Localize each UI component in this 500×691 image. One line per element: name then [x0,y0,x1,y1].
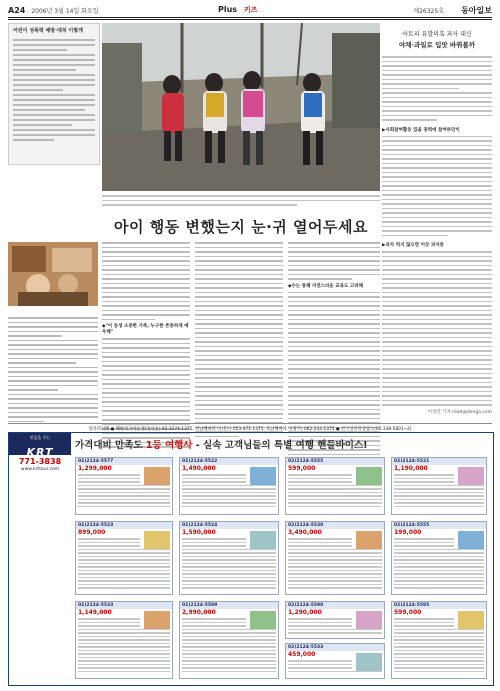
ad-listing-12 [285,643,385,679]
body-subhead-2: ◆수는 통해 자연스러운 교육도 고려해 [288,283,363,289]
article-subhead-2: ▶과자 먹지 않으면 이상 과자중 [382,243,444,248]
article-subhead-1: ▶사회참여활동 있을 권력에 참여하던이 [382,127,460,133]
ad-listing-price: 599,000 [288,465,316,472]
ad-slogan: 가격대비 만족도 1등 여행사 - 실속 고객님들의 특별 여행 핸들바이스! [75,440,368,451]
ad-listing-9 [179,601,279,679]
ad-listing-7 [285,521,385,595]
ad-listing-8 [391,521,487,595]
main-headline: 아이 행동 변했는지 눈·귀 열어두세요 [114,218,368,236]
krt-travel-ad [8,432,494,686]
ad-listing-photo [458,531,484,549]
ad-listing-photo [250,467,276,485]
header-rule-thin [8,19,492,20]
body-column-2 [195,242,283,420]
ad-listing-phone: 02)2124-5521 [392,458,486,465]
ad-listing-price: 1,290,000 [288,609,322,616]
krt-logo-text: KRT [26,446,54,459]
ad-listing-photo [356,531,382,549]
sidebar-box [8,23,100,165]
ad-listing-photo [356,467,382,485]
ad-listing-photo [356,653,382,671]
ad-listing-phone: 02)2124-5523 [76,522,172,529]
page-number: A24 [8,5,26,15]
ad-listing-photo [458,611,484,629]
ad-listing-price: 1,190,000 [394,465,428,472]
ad-listing-photo [144,531,170,549]
ad-listing-price: 599,000 [394,609,422,616]
right-column-article [382,23,492,415]
issue-number: 제26325호 [413,7,444,15]
issue-date: 2006년 3월 14일 화요일 [31,7,99,15]
krt-logo-tagline: 믿음을 주는 [29,435,51,440]
ad-listing-4 [391,457,487,515]
inset-photo [8,242,98,306]
krt-logo [9,433,71,459]
ad-listing-5 [75,521,173,595]
ad-phone: 771-3838 [18,457,62,466]
ad-listing-price: 1,299,000 [78,465,112,472]
prevention-list-box [8,314,98,420]
page-header [8,4,492,16]
ad-listing-photo [144,611,170,629]
helpline-bar: 성폭력피해 ● 해바라기아동센터(서울) 02-3274-1375, 영남해바라기(대구) 053-471-1375, 호남해바라기(광주) 062-232-1375 ● 한국성폭력상담소(02-338-5801~2) [8,423,492,432]
ad-listing-10 [285,601,385,639]
ad-listing-1 [75,457,173,515]
ad-listing-phone: 02)2124-5522 [180,458,278,465]
body-subhead-1: ◆"이 동생 소중한 가족, 누구한 존중하게 예우해" [102,324,189,335]
ad-listing-2 [179,457,279,515]
ad-listing-13 [75,601,173,679]
ad-listing-6 [179,521,279,595]
ad-listing-photo [144,467,170,485]
photo-caption [102,192,380,212]
section-title [218,5,257,15]
body-column-1 [102,242,190,420]
ad-banner [9,433,493,459]
lead-photo [102,23,380,191]
ad-website: www.krttour.com [20,467,60,472]
ad-listing-price: 1,490,000 [182,465,216,472]
ad-listing-price: 899,000 [78,529,106,536]
ad-listing-phone: 02)2124-5530 [286,522,384,529]
ad-listing-11 [391,601,487,679]
ad-listing-phone: 02)2124-5533 [286,644,384,651]
newspaper-logo: 동아일보 [461,4,492,15]
sidebar-title: 어린이 성폭력 예방·대처 이렇게 [13,28,83,34]
ad-listing-phone: 02)2124-5555 [392,522,486,529]
article-byline: 이성진 기자 road@donga.com [427,409,492,415]
section-tag: 키즈 [243,6,258,14]
body-column-3 [288,242,380,420]
ad-listing-phone: 02)2124-5533 [76,602,172,609]
ad-listing-phone: 02)2124-5599 [180,602,278,609]
ad-listing-phone: 02)2124-5524 [180,522,278,529]
ad-listing-price: 2,990,000 [182,609,216,616]
ad-listing-photo [250,531,276,549]
ad-listing-phone: 02)2124-5590 [286,602,384,609]
ad-listing-price: 459,000 [288,651,316,658]
section-name: Plus [218,5,238,14]
ad-listing-price: 3,490,000 [288,529,322,536]
ad-listing-phone: 02)2124-5555 [286,458,384,465]
ad-slogan-highlight: 1등 여행사 [145,440,193,451]
article-kicker: 아토피 유발의혹 과자 대신 [402,31,472,38]
ad-listing-photo [458,467,484,485]
header-rule [8,17,492,18]
ad-listing-3 [285,457,385,515]
ad-listing-price: 199,000 [394,529,422,536]
ad-listing-photo [356,611,382,629]
ad-listing-photo [250,611,276,629]
ad-listing-phone: 02)2124-5595 [392,602,486,609]
ad-listing-price: 1,590,000 [182,529,216,536]
ad-listing-phone: 02)2124-5577 [76,458,172,465]
ad-listing-price: 1,149,000 [78,609,112,616]
article-title: 야채·과일로 입맛 바꿔볼까 [398,41,476,49]
